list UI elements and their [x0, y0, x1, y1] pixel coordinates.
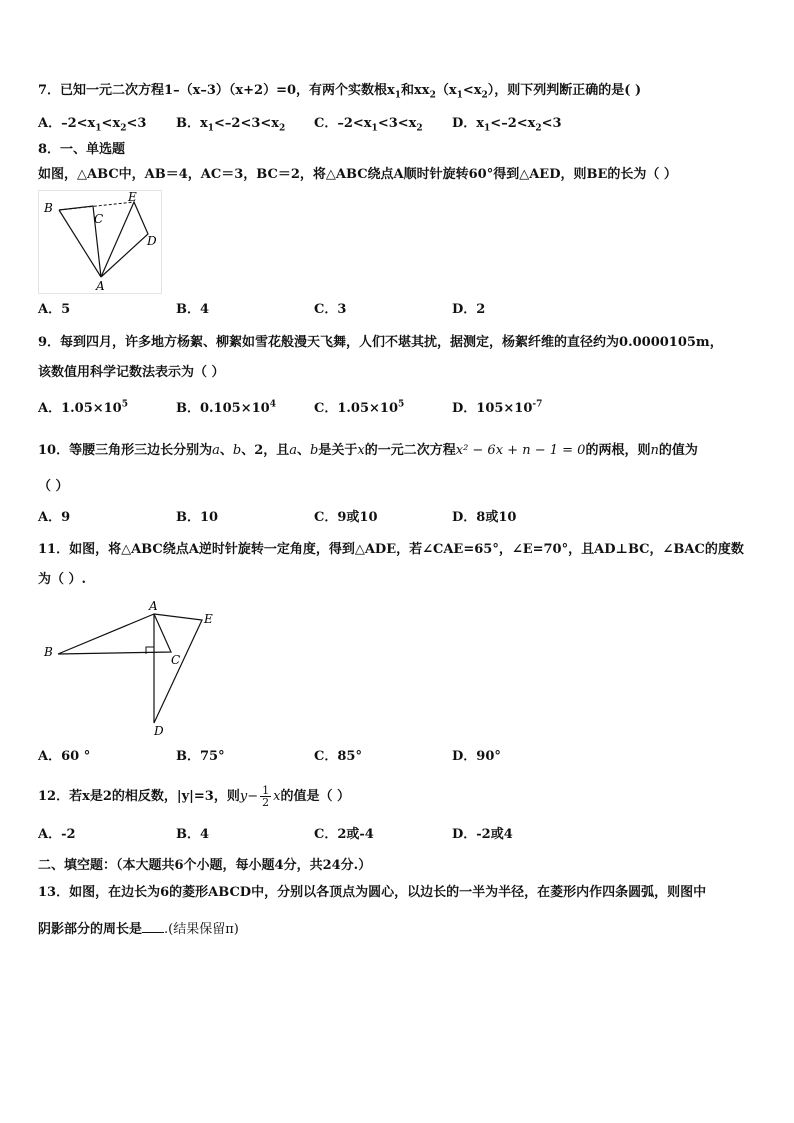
q8-label-c: C — [94, 212, 104, 226]
q10-option-a[interactable]: A．9 — [38, 510, 71, 525]
q8-option-b[interactable]: B．4 — [176, 302, 210, 317]
q11-label-a: A — [149, 599, 158, 613]
q9-option-b[interactable]: B．$0.105\times 10^4$ — [176, 399, 276, 416]
q11-option-a[interactable]: A．60 ° — [38, 749, 91, 764]
q13-answer-blank[interactable] — [142, 920, 164, 933]
q9-option-c[interactable]: C．$1.05\times 10^5$ — [314, 399, 405, 416]
q8-label-a: A — [96, 279, 105, 293]
q9-stem-line2: 该数值用科学记数法表示为（ ） — [38, 365, 225, 380]
q7-option-b[interactable]: B．$x_1<-2<3<x_2$ — [176, 116, 286, 134]
q9-option-a[interactable]: A．$1.05\times 10^5$ — [38, 399, 128, 416]
q10-stem-line1: 10．等腰三角形三边长分别为a、b、2，且a、b是关于x的一元二次方程x² − 6x + n − 1 = 0的两根，则n的值为 — [38, 443, 698, 458]
q8-stem: 如图，△ABC中，AB＝4，AC＝3，BC＝2，将△ABC绕点A顺时针旋转60°得到△AED，则BE的长为（ ） — [38, 167, 677, 182]
q12-option-b[interactable]: B．4 — [176, 827, 210, 842]
q13-stem-line1: 13．如图，在边长为6的菱形ABCD中，分别以各顶点为圆心，以边长的一半为半径，在菱形内作四条圆弧，则图中 — [38, 885, 707, 900]
q12-stem: 12．若x是2的相反数，|y|=3，则y− $\frac{1}{2}$ x的值是（ ） — [38, 784, 350, 809]
q11-option-d[interactable]: D．90° — [452, 749, 501, 764]
q13-stem-line2: 阴影部分的周长是 .(结果保留π) — [38, 922, 239, 937]
section2-title: 二、填空题：（本大题共6个小题，每小题4分，共24分.） — [38, 858, 372, 873]
q11-option-c[interactable]: C．85° — [314, 749, 362, 764]
q10-option-b[interactable]: B．10 — [176, 510, 219, 525]
q11-label-d: D — [154, 724, 164, 738]
q12-option-a[interactable]: A．-2 — [38, 827, 76, 842]
q7-option-c[interactable]: C．$-2<x_1<3<x_2$ — [314, 116, 423, 134]
q11-option-b[interactable]: B．75° — [176, 749, 225, 764]
q9-option-d[interactable]: D．$105\times 10^{-7}$ — [452, 399, 543, 416]
q8-figure — [38, 190, 162, 294]
q11-label-e: E — [204, 612, 213, 626]
q11-stem-line2: 为（ ）. — [38, 572, 87, 587]
q8-label-e: E — [128, 190, 137, 204]
q10-stem-line2: （ ） — [38, 479, 69, 494]
q11-stem-line1: 11．如图，将△ABC绕点A逆时针旋转一定角度，得到△ADE，若∠CAE=65°，∠E=70°，且AD⊥BC，∠BAC的度数 — [38, 542, 744, 557]
q12-option-c[interactable]: C．2或-4 — [314, 827, 374, 842]
q12-option-d[interactable]: D．-2或4 — [452, 827, 513, 842]
q11-label-b: B — [44, 645, 53, 659]
q8-header: 8．一、单选题 — [38, 142, 126, 157]
q8-option-d[interactable]: D．2 — [452, 302, 486, 317]
q7-option-a[interactable]: A．$-2<x_1<x_2<3$ — [38, 116, 147, 134]
q7-stem: 7．已知一元二次方程1–（x–3）（x+2）=0，有两个实数根$x_1$和$xx_2(x_1<x_2)$，则下列判断正确的是( ) — [38, 83, 642, 101]
q10-option-d[interactable]: D．8或10 — [452, 510, 517, 525]
q7-option-d[interactable]: D．$x_1<-2<x_2<3$ — [452, 116, 562, 134]
q8-label-b: B — [44, 201, 53, 215]
q12-fraction: $\frac{1}{2}$ — [262, 784, 270, 809]
q9-stem-line1: 9．每到四月，许多地方杨絮、柳絮如雪花般漫天飞舞，人们不堪其扰，据测定，杨絮纤维的直径约为0.0000105m， — [38, 335, 723, 350]
q8-option-c[interactable]: C．3 — [314, 302, 347, 317]
q11-label-c: C — [171, 653, 181, 667]
q11-figure — [38, 596, 228, 742]
q8-option-a[interactable]: A．5 — [38, 302, 71, 317]
q8-label-d: D — [147, 234, 157, 248]
q10-option-c[interactable]: C．9或10 — [314, 510, 378, 525]
q10-equation: x² − 6x + n − 1 = 0 — [455, 443, 586, 458]
